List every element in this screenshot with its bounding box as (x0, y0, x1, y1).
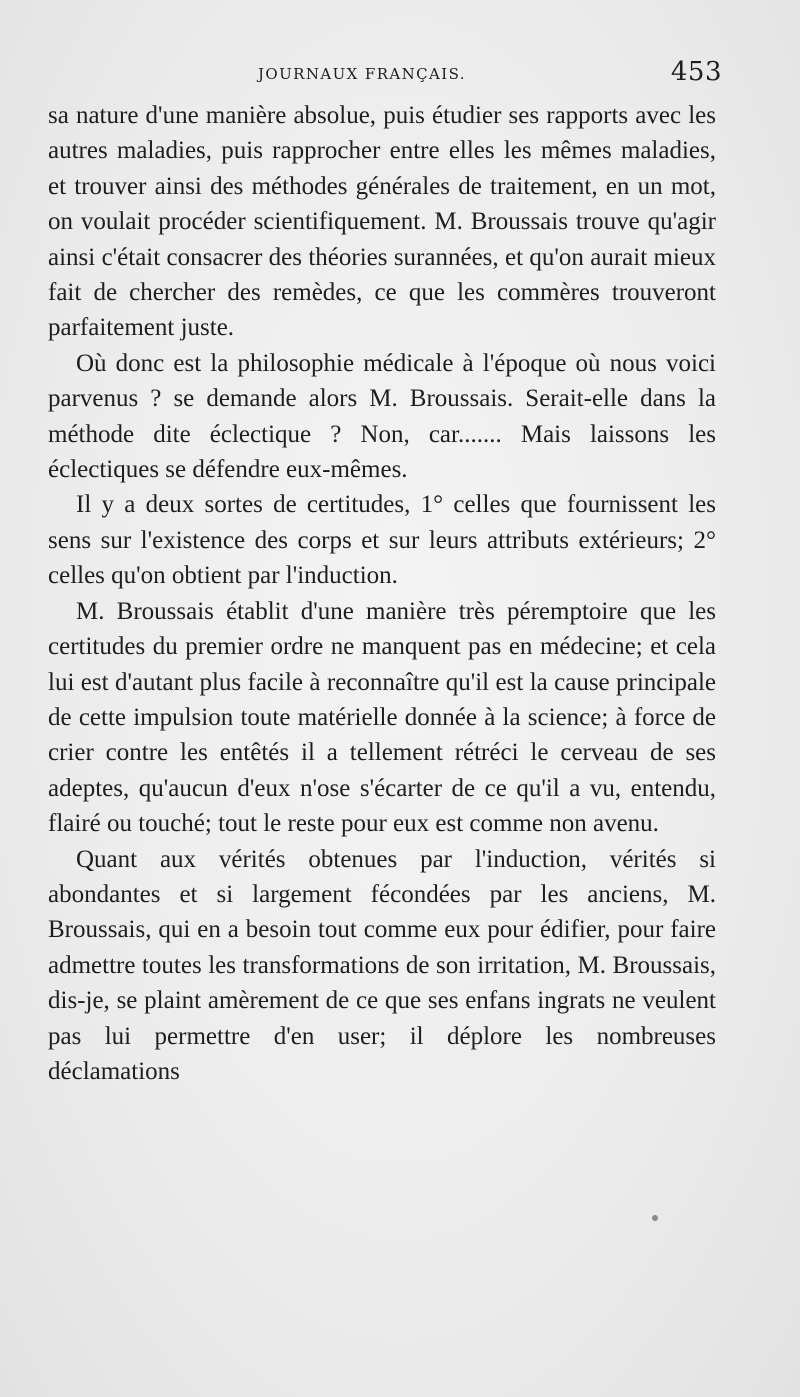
paragraph-1: sa nature d'une manière absolue, puis étudier ses rapports avec les autres maladies, puis rapprocher entre elles les mêmes maladies, et trouver ainsi des méthodes générales de traitement, en un mot, on voulait procéder scientifiquement. M. Broussais trouve qu'agir ainsi c'était consacrer des théories surannées, et qu'on aurait mieux fait de chercher des remèdes, ce que les commères trouveront parfaitement juste. (48, 102, 716, 342)
paragraph-4: M. Broussais établit d'une manière très péremptoire que les certitudes du premier ordre ne manquent pas en médecine; et cela lui est d'autant plus facile à reconnaître qu'il est la cause principale de cette impulsion toute matérielle donnée à la science; à force de crier contre les entêtés il a tellement rétréci le cerveau de ses adeptes, qu'aucun d'eux n'ose s'écarter de ce qu'il a vu, entendu, flairé ou touché; tout le reste pour eux est comme non avenu. (48, 597, 716, 838)
paragraph-3: Il y a deux sortes de certitudes, 1° celles que fournissent les sens sur l'existence des corps et sur leurs attributs extérieurs; 2° celles qu'on obtient par l'induction. (48, 491, 716, 590)
page-number: 453 (670, 57, 722, 87)
page-header (48, 57, 722, 91)
paragraph-2: Où donc est la philosophie médicale à l'époque où nous voici parvenus ? se demande alors M. Broussais. Serait-elle dans la méthode dite éclectique ? Non, car....... Mais laissons les éclectiques se défendre eux-mêmes. (48, 349, 716, 484)
paragraph-5: Quant aux vérités obtenues par l'induction, vérités si abondantes et si largement fécondées par les anciens, M. Broussais, qui en a besoin tout comme eux pour édifier, pour faire admettre toutes les transformations de son irritation, M. Broussais, dis-je, se plaint amèrement de ce que ses enfans ingrats ne veulent pas lui permettre d'en user; il déplore les nombreuses déclamations (48, 845, 716, 1085)
body-text (48, 98, 716, 1089)
ink-speck (652, 1215, 658, 1221)
running-head: JOURNAUX FRANÇAIS. (258, 65, 466, 83)
